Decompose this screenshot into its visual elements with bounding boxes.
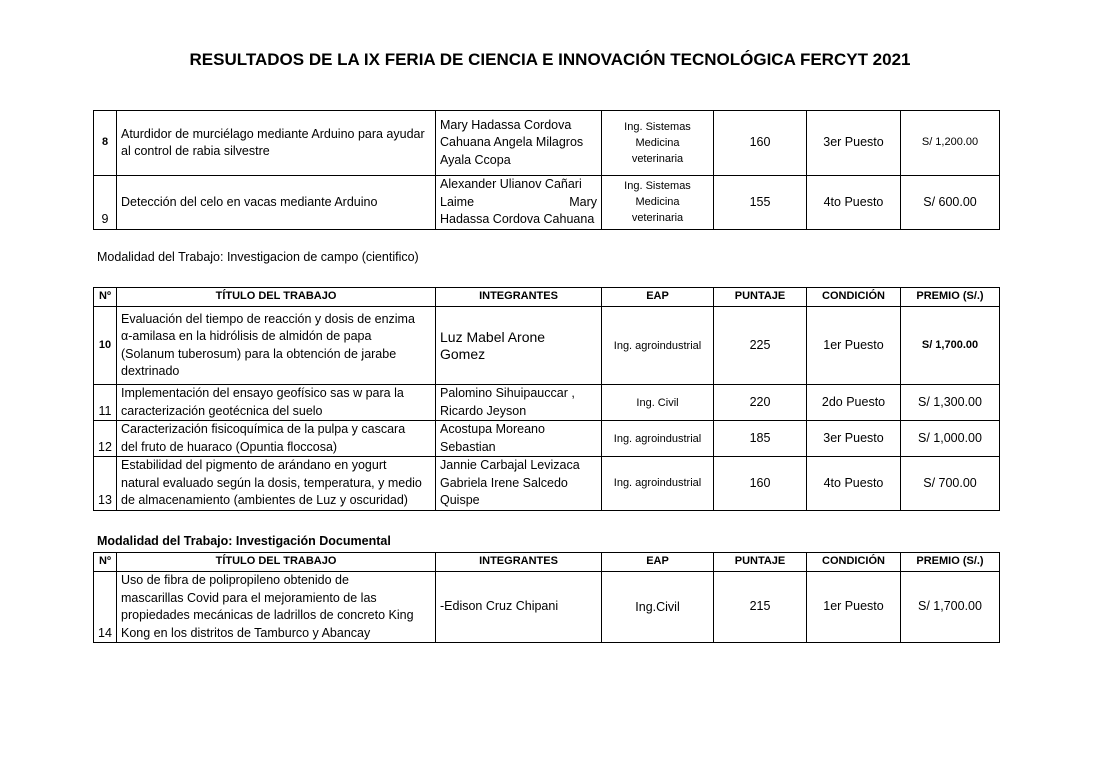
prize: S/ 1,700.00 xyxy=(901,572,1000,643)
table-header-row xyxy=(94,288,1000,307)
eap xyxy=(602,111,714,176)
eap-line: Medicina xyxy=(635,196,680,209)
prize: S/ 700.00 xyxy=(901,457,1000,511)
header-score: PUNTAJE xyxy=(714,553,807,572)
modality-documental-heading: Modalidad del Trabajo: Investigación Documental xyxy=(97,534,391,548)
eap-line: Medicina xyxy=(635,137,680,149)
member-line: Ricardo Jeyson xyxy=(440,403,527,418)
member-line: Jannie Carbajal Levizaca xyxy=(440,458,580,472)
condition: 4to Puesto xyxy=(807,457,901,511)
table-row xyxy=(94,457,1000,511)
title-line: Uso de fibra de polipropileno obtenido de xyxy=(121,573,349,587)
header-eap: EAP xyxy=(602,288,714,307)
title-line: de almacenamiento (ambientes de Luz y oscuridad) xyxy=(121,493,408,507)
members xyxy=(436,457,602,511)
score: 225 xyxy=(714,307,807,385)
eap xyxy=(602,176,714,230)
member-part: Laime xyxy=(440,194,475,209)
work-title xyxy=(117,307,436,385)
members: -Edison Cruz Chipani xyxy=(436,572,602,643)
title-line: propiedades mecánicas de ladrillos de concreto King xyxy=(121,608,414,622)
table-row xyxy=(94,307,1000,385)
member-line: Gabriela Irene Salcedo xyxy=(440,475,568,490)
row-number: 12 xyxy=(94,421,117,457)
table-row xyxy=(94,572,1000,643)
eap-line: veterinaria xyxy=(631,153,684,165)
eap-line: Ing. Sistemas xyxy=(624,180,691,193)
condition: 3er Puesto xyxy=(807,111,901,176)
header-members: INTEGRANTES xyxy=(436,553,602,572)
title-line: Implementación del ensayo geofísico sas w para la xyxy=(121,386,404,400)
score: 155 xyxy=(714,176,807,230)
member-line: Mary Hadassa Cordova xyxy=(440,117,572,132)
row-number: 13 xyxy=(94,457,117,511)
title-line: Estabilidad del pigmento de arándano en yogurt xyxy=(121,458,387,472)
member-line: Sebastian xyxy=(440,439,496,454)
member-line: Hadassa Cordova Cahuana xyxy=(440,212,595,226)
members xyxy=(436,307,602,385)
header-score: PUNTAJE xyxy=(714,288,807,307)
header-prize: PREMIO (S/.) xyxy=(901,288,1000,307)
page-title: RESULTADOS DE LA IX FERIA DE CIENCIA E INNOVACIÓN TECNOLÓGICA FERCYT 2021 xyxy=(189,50,911,69)
work-title xyxy=(117,385,436,421)
member-line: Acostupa Moreano xyxy=(440,422,545,436)
table-row xyxy=(94,421,1000,457)
member-line: Alexander Ulianov Cañari xyxy=(440,177,582,191)
member-line: Quispe xyxy=(440,493,480,507)
eap: Ing.Civil xyxy=(602,572,714,643)
condition: 2do Puesto xyxy=(807,385,901,421)
member-line: Cahuana Angela Milagros xyxy=(440,135,584,150)
prize: S/ 1,200.00 xyxy=(901,111,1000,176)
title-line: Caracterización fisicoquímica de la pulpa y cascara xyxy=(121,422,406,436)
header-condition: CONDICIÓN xyxy=(807,288,901,307)
work-title: Aturdidor de murciélago mediante Arduino para ayudar al control de rabia silvestre xyxy=(117,111,436,176)
header-title: TÍTULO DEL TRABAJO xyxy=(117,553,436,572)
results-table-documental xyxy=(93,552,1000,643)
prize: S/ 1,300.00 xyxy=(901,385,1000,421)
header-eap: EAP xyxy=(602,553,714,572)
work-title xyxy=(117,421,436,457)
title-line: (Solanum tuberosum) para la obtención de jarabe xyxy=(121,346,397,361)
header-num: Nº xyxy=(94,288,117,307)
score: 215 xyxy=(714,572,807,643)
members xyxy=(436,111,602,176)
eap: Ing. agroindustrial xyxy=(602,421,714,457)
row-number: 11 xyxy=(94,385,117,421)
title-line: natural evaluado según la dosis, temperatura, y medio xyxy=(121,475,422,490)
title-line: Evaluación del tiempo de reacción y dosis de enzima xyxy=(121,311,415,326)
work-title: Detección del celo en vacas mediante Arduino xyxy=(117,176,436,230)
eap: Ing. agroindustrial xyxy=(602,307,714,385)
score: 185 xyxy=(714,421,807,457)
title-line: α-amilasa en la hidrólisis de almidón de papa xyxy=(121,329,372,343)
members xyxy=(436,385,602,421)
row-number: 14 xyxy=(94,572,117,643)
table-header-row xyxy=(94,553,1000,572)
eap: Ing. Civil xyxy=(602,385,714,421)
score: 160 xyxy=(714,457,807,511)
row-number: 9 xyxy=(94,176,117,230)
eap-line: veterinaria xyxy=(631,212,684,225)
row-number: 10 xyxy=(94,307,117,385)
member-line: Luz Mabel Arone xyxy=(440,328,546,345)
condition: 3er Puesto xyxy=(807,421,901,457)
prize: S/ 600.00 xyxy=(901,176,1000,230)
title-line: mascarillas Covid para el mejoramiento de las xyxy=(121,590,377,605)
member-line: Palomino Sihuipauccar , xyxy=(440,386,575,400)
header-condition: CONDICIÓN xyxy=(807,553,901,572)
condition: 1er Puesto xyxy=(807,307,901,385)
results-table-field xyxy=(93,287,1000,511)
title-line: del fruto de huaraco (Opuntia floccosa) xyxy=(121,439,338,454)
members xyxy=(436,421,602,457)
score: 160 xyxy=(714,111,807,176)
eap-line: Ing. Sistemas xyxy=(624,121,691,133)
header-members: INTEGRANTES xyxy=(436,288,602,307)
header-prize: PREMIO (S/.) xyxy=(901,553,1000,572)
eap: Ing. agroindustrial xyxy=(602,457,714,511)
row-number: 8 xyxy=(94,111,117,176)
member-line: Gomez xyxy=(440,345,486,362)
title-line: Kong en los distritos de Tamburco y Abancay xyxy=(121,625,371,640)
table-row xyxy=(94,176,1000,230)
table-row xyxy=(94,111,1000,176)
modality-field-heading: Modalidad del Trabajo: Investigacion de campo (cientifico) xyxy=(97,250,419,264)
member-line: Ayala Ccopa xyxy=(440,152,511,167)
prize: S/ 1,000.00 xyxy=(901,421,1000,457)
header-num: Nº xyxy=(94,553,117,572)
condition: 4to Puesto xyxy=(807,176,901,230)
work-title xyxy=(117,572,436,643)
work-title xyxy=(117,457,436,511)
table-row xyxy=(94,385,1000,421)
title-line: dextrinado xyxy=(121,364,180,378)
condition: 1er Puesto xyxy=(807,572,901,643)
title-line: caracterización geotécnica del suelo xyxy=(121,403,323,418)
score: 220 xyxy=(714,385,807,421)
header-title: TÍTULO DEL TRABAJO xyxy=(117,288,436,307)
member-line xyxy=(440,194,597,212)
member-part: Mary xyxy=(569,194,597,209)
prize: S/ 1,700.00 xyxy=(901,307,1000,385)
results-table-continuation xyxy=(93,110,1000,230)
members xyxy=(436,176,602,230)
